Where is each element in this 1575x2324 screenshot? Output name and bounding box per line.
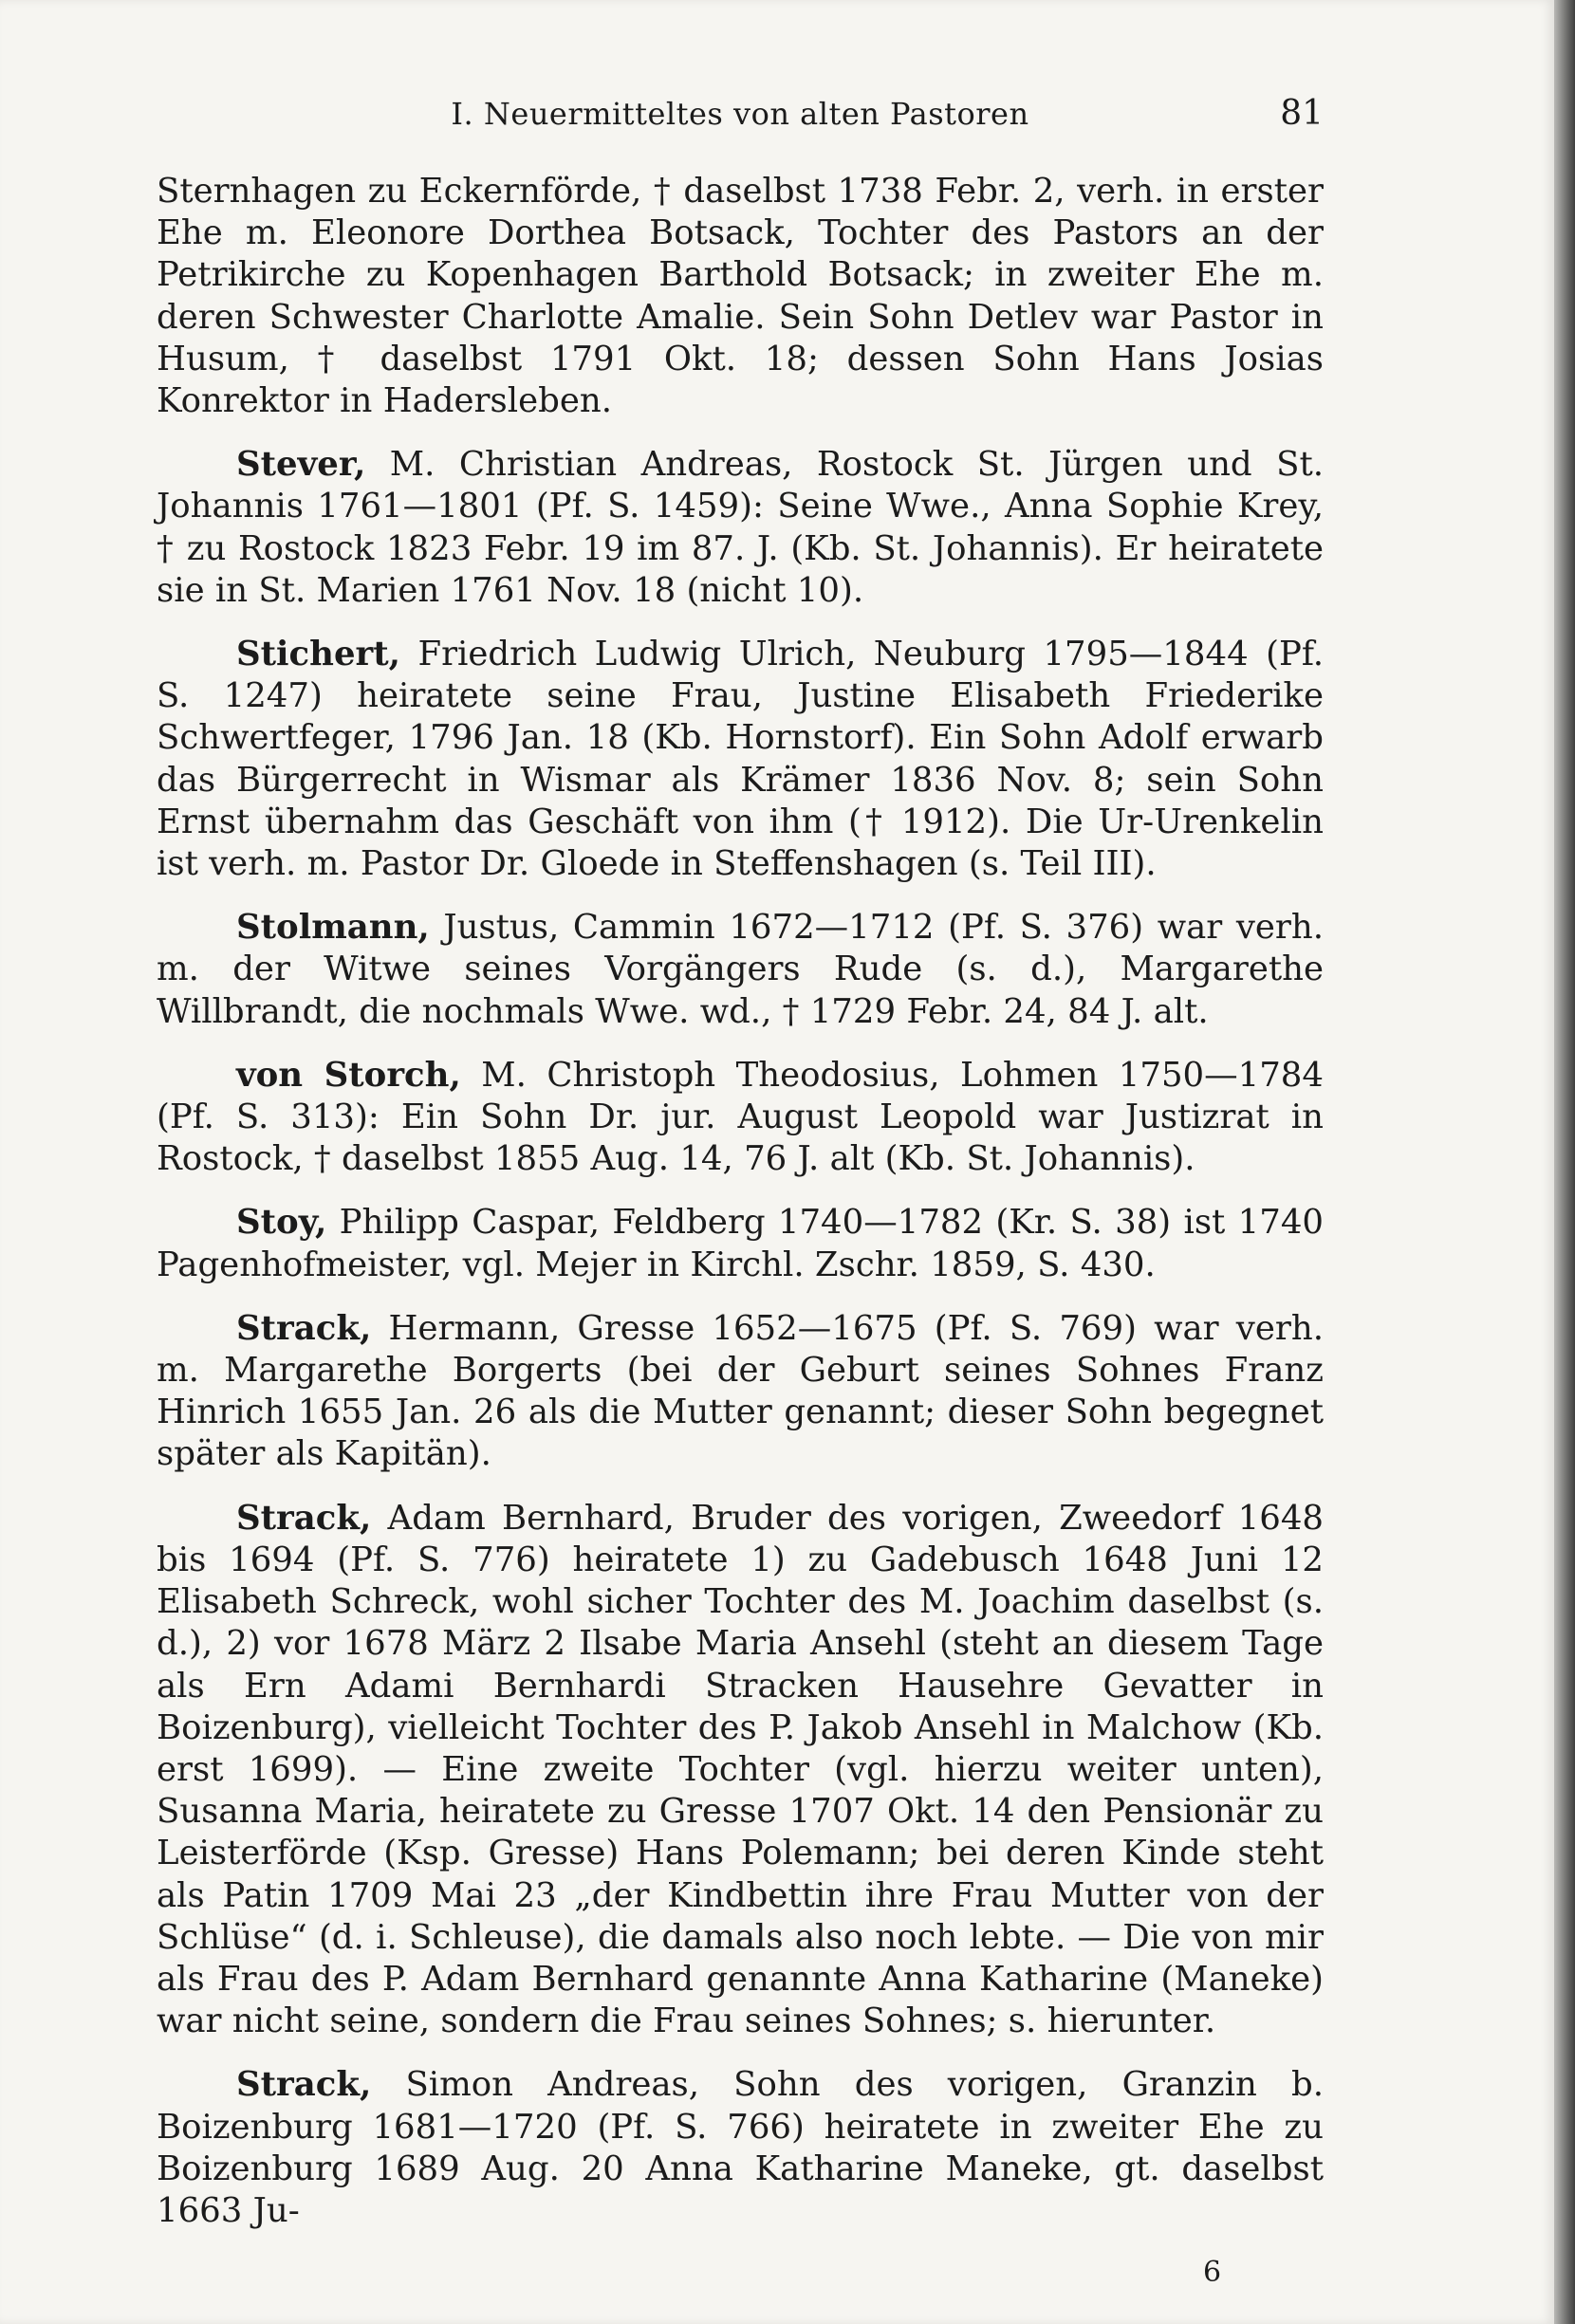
entry-text: Simon Andreas, Sohn des vorigen, Granzin b. Boizenburg 1681—1720 (Pf. S. 766) heiratete in zweiter Ehe zu Boizenburg 1689 Aug. 20 Anna Katharine Maneke, gt. daselbst 1663 Ju- (157, 2065, 1324, 2230)
entry-text: Friedrich Ludwig Ulrich, Neuburg 1795—1844 (Pf. S. 1247) heiratete seine Frau, Justine Elisabeth Friederike Schwertfeger, 1796 Jan. 18 (Kb. Hornstorf). Ein Sohn Adolf erwarb das Bürgerrecht in Wismar als Krämer 1836 Nov. 8; sein Sohn Ernst übernahm das Geschäft von ihm († 1912). Die Ur-Urenkelin ist verh. m. Pastor Dr. Gloede in Steffenshagen (s. Teil III). (157, 635, 1324, 884)
signature-mark: 6 (1203, 2256, 1222, 2289)
entry-name: von Storch, (236, 1055, 461, 1095)
paragraph-continuation (157, 171, 1324, 422)
paragraph-text: Sternhagen zu Eckernförde, † daselbst 1738 Febr. 2, verh. in erster Ehe m. Eleonore Dorthea Botsack, Tochter des Pastors an der Petrikirche zu Kopenhagen Barthold Botsack; in zweiter Ehe m. deren Schwester Charlotte Amalie. Sein Sohn Detlev war Pastor in Husum, † daselbst 1791 Okt. 18; dessen Sohn Hans Josias Konrektor in Hadersleben. (157, 172, 1324, 421)
entry-stever (157, 444, 1324, 612)
body-text (157, 171, 1324, 2254)
entry-strack-adam (157, 1498, 1324, 2043)
entry-name: Stoy, (236, 1203, 327, 1243)
entry-text: Hermann, Gresse 1652—1675 (Pf. S. 769) war verh. m. Margarethe Borgerts (bei der Geburt seines Sohnes Franz Hinrich 1655 Jan. 26 als die Mutter genannt; dieser Sohn begegnet später als Kapitän). (157, 1308, 1324, 1474)
entry-name: Strack, (236, 1498, 372, 1538)
running-header (157, 90, 1324, 138)
entry-text: Philipp Caspar, Feldberg 1740—1782 (Kr. S. 38) ist 1740 Pagenhofmeister, vgl. Mejer in Kirchl. Zschr. 1859, S. 430. (157, 1203, 1324, 1284)
entry-stichert (157, 634, 1324, 885)
entry-text: Justus, Cammin 1672—1712 (Pf. S. 376) war verh. m. der Witwe seines Vorgängers Rude (s. d.), Margarethe Willbrandt, die nochmals Wwe. wd., † 1729 Febr. 24, 84 J. alt. (157, 908, 1324, 1031)
entry-name: Stever, (236, 445, 366, 485)
entry-strack-simon (157, 2064, 1324, 2232)
entry-text: Adam Bernhard, Bruder des vorigen, Zweedorf 1648 bis 1694 (Pf. S. 776) heiratete 1) zu Gadebusch 1648 Juni 12 Elisabeth Schreck, wohl sicher Tochter des M. Joachim daselbst (s. d.), 2) vor 1678 März 2 Ilsabe Maria Ansehl (steht an diesem Tage als Ern Adami Bernhardi Stracken Hausehre Gevatter in Boizenburg), vielleicht Tochter des P. Jakob Ansehl in Malchow (Kb. erst 1699). — Eine zweite Tochter (vgl. hierzu weiter unten), Susanna Maria, heiratete zu Gresse 1707 Okt. 14 den Pensionär zu Leisterförde (Ksp. Gresse) Hans Polemann; bei deren Kinde steht als Patin 1709 Mai 23 „der Kindbettin ihre Frau Mutter von der Schlüse“ (d. i. Schleuse), die damals also noch lebte. — Die von mir als Frau des P. Adam Bernhard genannte Anna Katharine (Maneke) war nicht seine, sondern die Frau seines Sohnes; s. hierunter. (157, 1498, 1324, 2041)
entry-text: M. Christoph Theodosius, Lohmen 1750—1784 (Pf. S. 313): Ein Sohn Dr. jur. August Leopold war Justizrat in Rostock, † daselbst 1855 Aug. 14, 76 J. alt (Kb. St. Johannis). (157, 1055, 1324, 1179)
entry-name: Stolmann, (236, 908, 430, 948)
entry-name: Stichert, (236, 635, 400, 674)
entry-von-storch (157, 1055, 1324, 1181)
entry-stolmann (157, 907, 1324, 1033)
entry-name: Strack, (236, 2065, 372, 2105)
running-title: I. Neuermitteltes von alten Pastoren (451, 96, 1029, 132)
entry-strack-hermann (157, 1308, 1324, 1476)
page-binding-edge (1554, 0, 1575, 2324)
entry-name: Strack, (236, 1308, 372, 1348)
entry-text: M. Christian Andreas, Rostock St. Jürgen und St. Johannis 1761—1801 (Pf. S. 1459): Seine Wwe., Anna Sophie Krey, † zu Rostock 1823 Febr. 19 im 87. J. (Kb. St. Johannis). Er heiratete sie in St. Marien 1761 Nov. 18 (nicht 10). (157, 445, 1324, 610)
entry-stoy (157, 1202, 1324, 1285)
page-number: 81 (1280, 94, 1324, 133)
